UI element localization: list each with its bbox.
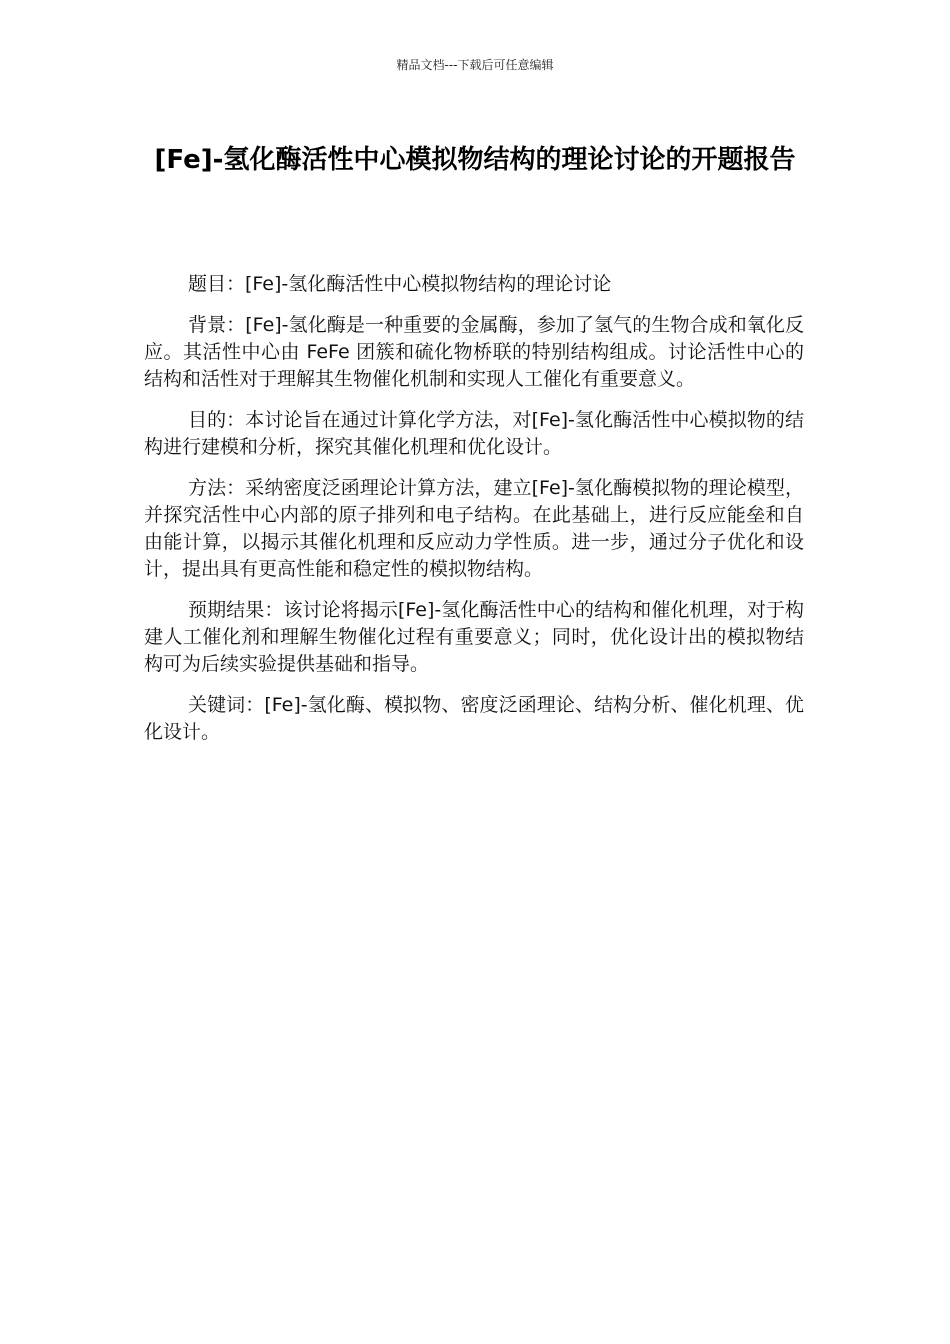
paragraph-purpose: 目的：本讨论旨在通过计算化学方法，对[Fe]-氢化酶活性中心模拟物的结构进行建模和分析，探究其催化机理和优化设计。 <box>144 409 804 458</box>
paragraph-method: 方法：采纳密度泛函理论计算方法，建立[Fe]-氢化酶模拟物的理论模型，并探究活性中心内部的原子排列和电子结构。在此基础上，进行反应能垒和自由能计算，以揭示其催化机理和反应动力学性质。进一步，通过分子优化和设计，提出具有更高性能和稳定性的模拟物结构。 <box>144 477 804 580</box>
document-body <box>144 271 804 760</box>
paragraph-topic: 题目：[Fe]-氢化酶活性中心模拟物结构的理论讨论 <box>188 273 612 295</box>
header-note: 精品文档---下载后可任意编辑 <box>396 58 554 72</box>
paragraph-expected-results: 预期结果：该讨论将揭示[Fe]-氢化酶活性中心的结构和催化机理，对于构建人工催化剂和理解生物催化过程有重要意义；同时，优化设计出的模拟物结构可为后续实验提供基础和指导。 <box>144 599 804 675</box>
document-title: [Fe]-氢化酶活性中心模拟物结构的理论讨论的开题报告 <box>154 145 796 175</box>
paragraph-background: 背景：[Fe]-氢化酶是一种重要的金属酶，参加了氢气的生物合成和氧化反应。其活性中心由 FeFe 团簇和硫化物桥联的特别结构组成。讨论活性中心的结构和活性对于理解其生物催化机制和实现人工催化有重要意义。 <box>144 314 804 390</box>
paragraph-keywords: 关键词：[Fe]-氢化酶、模拟物、密度泛函理论、结构分析、催化机理、优化设计。 <box>144 694 804 743</box>
